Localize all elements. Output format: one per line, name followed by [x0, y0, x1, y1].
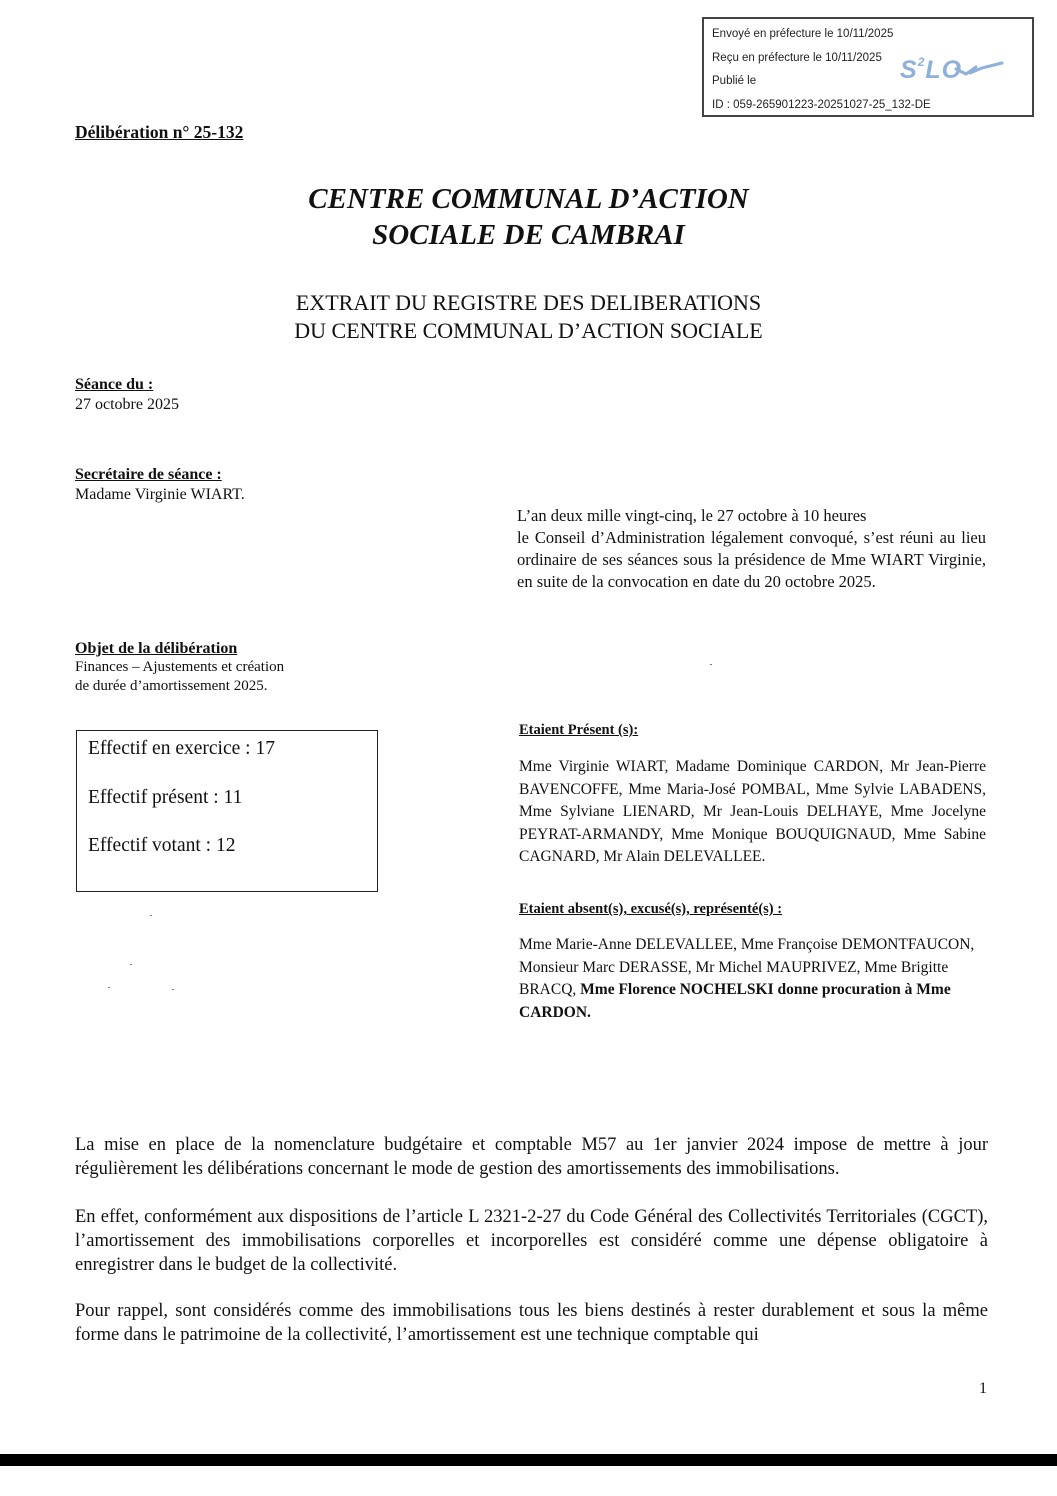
title-line-1: CENTRE COMMUNAL D’ACTION [308, 183, 749, 215]
stamp-published: Publié le [712, 75, 757, 87]
stamp-sent: Envoyé en préfecture le 10/11/2025 [712, 28, 894, 40]
presents-list: Mme Virginie WIART, Madame Dominique CARDON, Mr Jean-Pierre BAVENCOFFE, Mme Maria-José POMBAL, Mme Sylvie LABADENS, Mme Sylviane LIENARD, Mr Jean-Louis DELHAYE, Mme Jocelyne PEYRAT-ARMANDY, Mme Monique BOUQUIGNAUD, Mme Sabine CAGNARD, Mr Alain DELEVALLEE. [519, 758, 986, 865]
seance-label: Séance du : [75, 376, 154, 393]
secretaire-section [75, 465, 245, 505]
logo-sup: 2 [917, 55, 926, 69]
seance-section [75, 375, 179, 415]
effectif-exercice: Effectif en exercice : 17 [88, 738, 275, 759]
objet-line-1: Finances – Ajustements et création [75, 659, 285, 675]
effectif-votant: Effectif votant : 12 [88, 835, 236, 856]
s2lo-logo [900, 55, 962, 85]
intro-rest: le Conseil d’Administration légalement convoqué, s’est réuni au lieu ordinaire de ses séances sous la présidence de Mme WIART Virginie, en suite de la convocation en date du 20 octobre 2025. [517, 528, 986, 591]
title-line-2: SOCIALE DE CAMBRAI [372, 219, 685, 251]
body-paragraph-2: En effet, conformément aux dispositions de l’article L 2321-2-27 du Code Général des Collectivités Territoriales (CGCT), l’amortissement des immobilisations corporelles et incorporelles est considéré comme une dépense obligatoire à enregistrer dans le budget de la collectivité. [75, 1207, 988, 1275]
scan-border-bar [0, 1454, 1057, 1466]
logo-text: S [900, 56, 918, 84]
objet-line-2: de durée d’amortissement 2025. [75, 678, 268, 694]
absents-proxy: Mme Florence NOCHELSKI donne procuration à Mme CARDON. [519, 981, 951, 1021]
objet-label: Objet de la délibération [75, 640, 238, 657]
stamp-id: ID : 059-265901223-20251027-25_132-DE [712, 99, 931, 111]
checkmark-icon [954, 61, 1004, 77]
intro-paragraph [517, 505, 986, 593]
page-title [0, 181, 1057, 253]
absents-list [519, 934, 986, 1024]
deliberation-number: Délibération n° 25-132 [75, 122, 244, 142]
intro-line-1: L’an deux mille vingt-cinq, le 27 octobre à 10 heures [517, 506, 867, 525]
scan-speck [150, 915, 152, 916]
logo-text2: LO [925, 56, 963, 84]
stamp-received: Reçu en préfecture le 10/11/2025 [712, 52, 882, 64]
prefecture-stamp [702, 17, 1034, 117]
subtitle-line-1: EXTRAIT DU REGISTRE DES DELIBERATIONS [295, 290, 762, 315]
secretaire-label: Secrétaire de séance : [75, 466, 222, 483]
page-number: 1 [979, 1380, 987, 1397]
secretaire-name: Madame Virginie WIART. [75, 486, 245, 503]
effectif-box [76, 730, 378, 892]
subtitle-line-2: DU CENTRE COMMUNAL D’ACTION SOCIALE [294, 318, 763, 343]
scan-speck [172, 989, 174, 990]
body-paragraph-3: Pour rappel, sont considérés comme des immobilisations tous les biens destinés à rester durablement et sous la même forme dans le patrimoine de la collectivité, l’amortissement est une technique comptable qui [75, 1301, 988, 1345]
scan-speck [710, 664, 712, 665]
scan-speck [108, 987, 110, 988]
body-paragraph-1: La mise en place de la nomenclature budgétaire et comptable M57 au 1er janvier 2024 impose de mettre à jour régulièrement les délibérations concernant le mode de gestion des amortissements des immobilisations. [75, 1135, 988, 1179]
seance-date: 27 octobre 2025 [75, 396, 179, 413]
presents-label: Etaient Présent (s): [519, 722, 639, 738]
absents-plain: Mme Marie-Anne DELEVALLEE, Mme Françoise DEMONTFAUCON, Monsieur Marc DERASSE, Mr Michel MAUPRIVEZ, Mme Brigitte BRACQ, [519, 936, 975, 998]
scan-speck [130, 964, 132, 965]
absents-label: Etaient absent(s), excusé(s), représenté(s) : [519, 901, 783, 917]
objet-section [75, 639, 284, 696]
effectif-present: Effectif présent : 11 [88, 787, 243, 808]
page-subtitle [0, 289, 1057, 345]
